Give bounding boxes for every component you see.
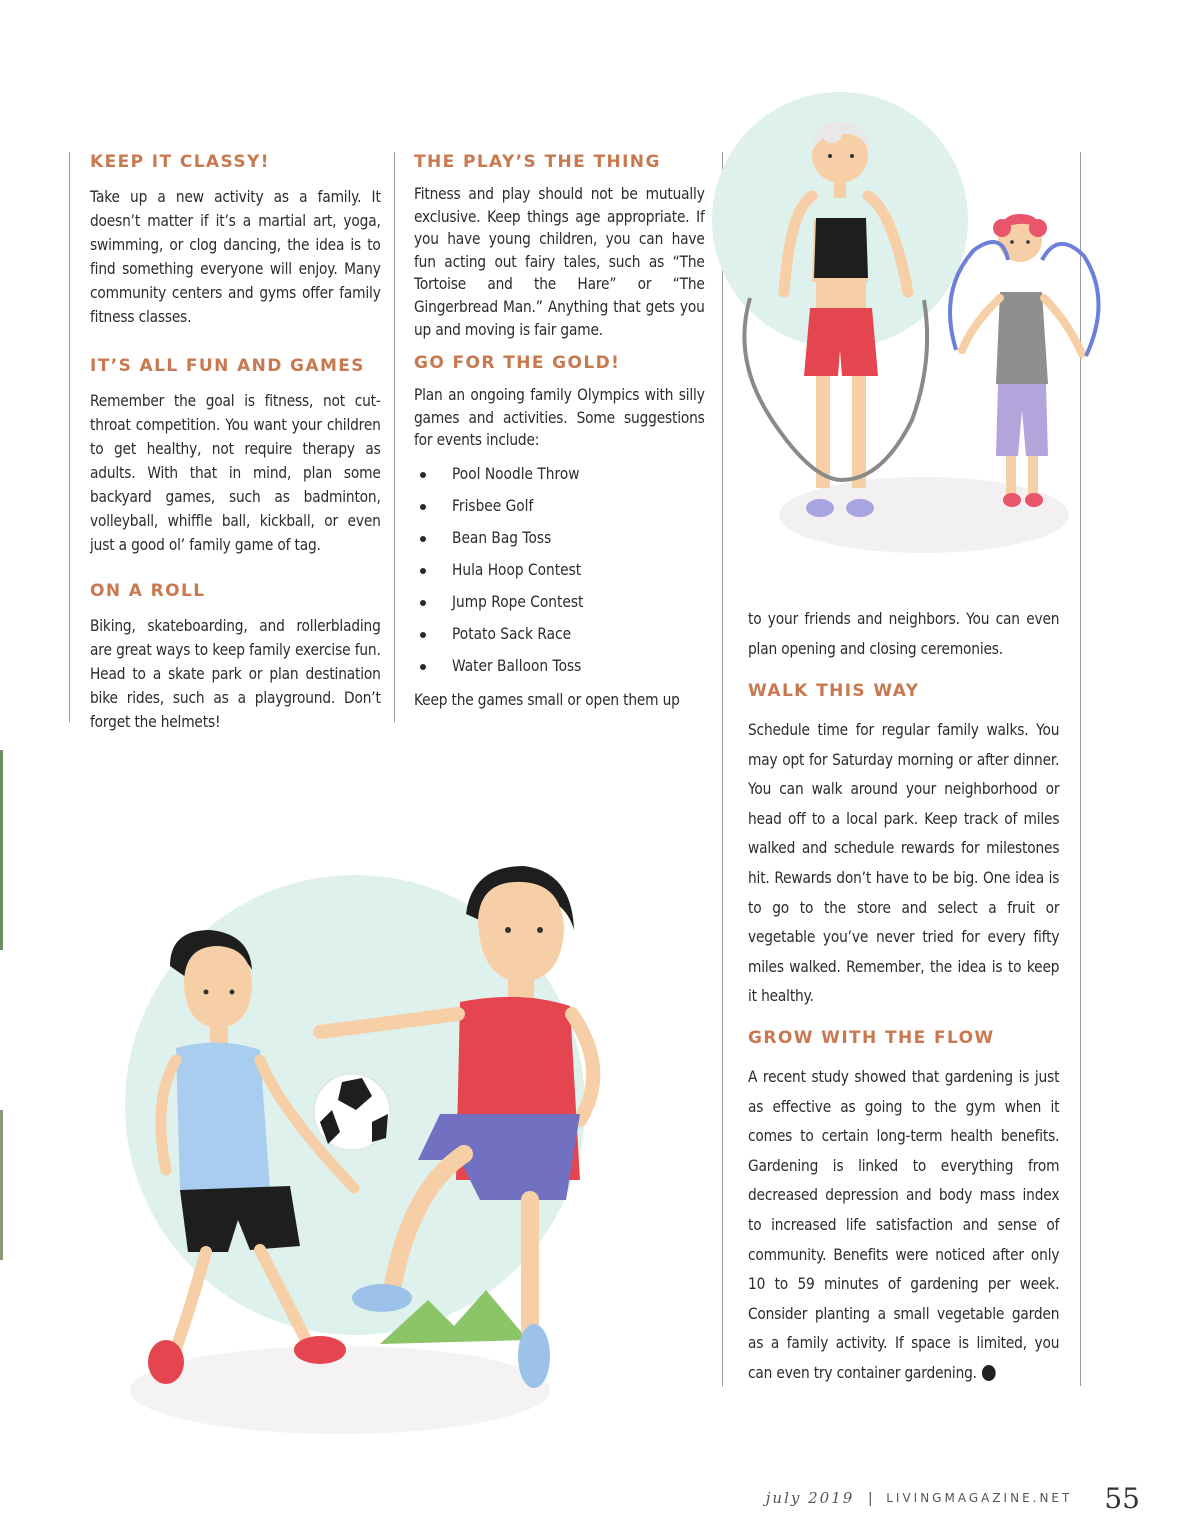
list-item: Jump Rope Contest: [414, 590, 706, 622]
section-body: Keep the games small or open them up: [414, 690, 680, 709]
section-body: Take up a new activity as a family. It doesn’t matter if it’s a martial art, yoga, swimming, or clog dancing, the idea is to find something everyone will enjoy. Many community centers and gyms offer family fitness classes.: [90, 187, 381, 326]
list-item: Frisbee Golf: [414, 494, 706, 526]
section-body: [748, 1062, 1059, 1388]
list-item: Hula Hoop Contest: [414, 558, 706, 590]
section-body: Schedule time for regular family walks. You may opt for Saturday morning or after dinner. You can walk around your neighborhood or head off to a local park. Keep track of miles walked and schedule rewards for milestones hit. Rewards don’t have to be big. One idea is to go to the store and select a fruit or vegetable you’ve never tried for every fifty miles walked. Remember, the idea is to keep it healthy.: [748, 720, 1060, 1006]
column-3: [748, 604, 1060, 1388]
section-body-continued: to your friends and neighbors. You can even plan opening and closing ceremonies.: [748, 609, 1060, 658]
section-heading: GROW WITH THE FLOW: [748, 1028, 995, 1048]
section-heading: IT’S ALL FUN AND GAMES: [90, 356, 365, 376]
column-1: [90, 152, 382, 734]
list-item: Bean Bag Toss: [414, 526, 706, 558]
list-item: Potato Sack Race: [414, 622, 706, 654]
section-heading: WALK THIS WAY: [748, 681, 920, 701]
footer-separator: |: [868, 1489, 873, 1507]
column-rule-2: [394, 152, 395, 722]
column-2: [414, 152, 706, 712]
section-heading: KEEP IT CLASSY!: [90, 152, 270, 172]
section-body: Remember the goal is fitness, not cut-throat competition. You want your children to get healthy, not require therapy as adults. With that in mind, plan some backyard games, such as badminton, volleyball, whiffle ball, kickball, or even just a good ol’ family game of tag.: [90, 391, 381, 554]
section-body: Plan an ongoing family Olympics with silly games and activities. Some suggestions for events include:: [414, 385, 705, 450]
page-footer: [766, 1478, 1140, 1518]
page-number: 55: [1104, 1481, 1140, 1515]
issue-date: july 2019: [765, 1489, 855, 1507]
website-link[interactable]: LIVINGMAGAZINE.NET: [886, 1491, 1073, 1505]
event-list: [414, 462, 706, 686]
section-body-text: A recent study showed that gardening is just as effective as going to the gym when it comes to certain long-term health benefits. Gardening is linked to everything from decreased depression and body mass index to increased life satisfaction and sense of community. Benefits were noticed after only 10 to 59 minutes of gardening per week. Consider planting a small vegetable garden as a family activity. If space is limited, you can even try container gardening.: [748, 1067, 1060, 1382]
list-item: Water Balloon Toss: [414, 654, 706, 686]
soccer-illustration: [110, 770, 650, 1450]
section-body: Fitness and play should not be mutually exclusive. Keep things age appropriate. If you have young children, you can have fun acting out fairy tales, such as “The Tortoise and the Hare” or “The Gingerbread Man.” Anything that gets you up and moving is fair game.: [414, 184, 705, 339]
section-heading: THE PLAY’S THE THING: [414, 152, 661, 172]
end-mark-icon: [982, 1365, 996, 1381]
column-rule-1: [69, 152, 70, 722]
column-rule-3-lower: [722, 600, 723, 1386]
section-body: Biking, skateboarding, and rollerblading are great ways to keep family exercise fun. Head to a skate park or plan destination bike rides, such as a playground. Don’t forget the helmets!: [90, 616, 381, 731]
section-heading: GO FOR THE GOLD!: [414, 353, 621, 373]
list-item: Pool Noodle Throw: [414, 462, 706, 494]
jump-rope-illustration: [712, 60, 1112, 560]
section-heading: ON A ROLL: [90, 581, 206, 601]
page-edge-mark: [0, 1110, 3, 1260]
page-edge-mark: [0, 750, 3, 950]
